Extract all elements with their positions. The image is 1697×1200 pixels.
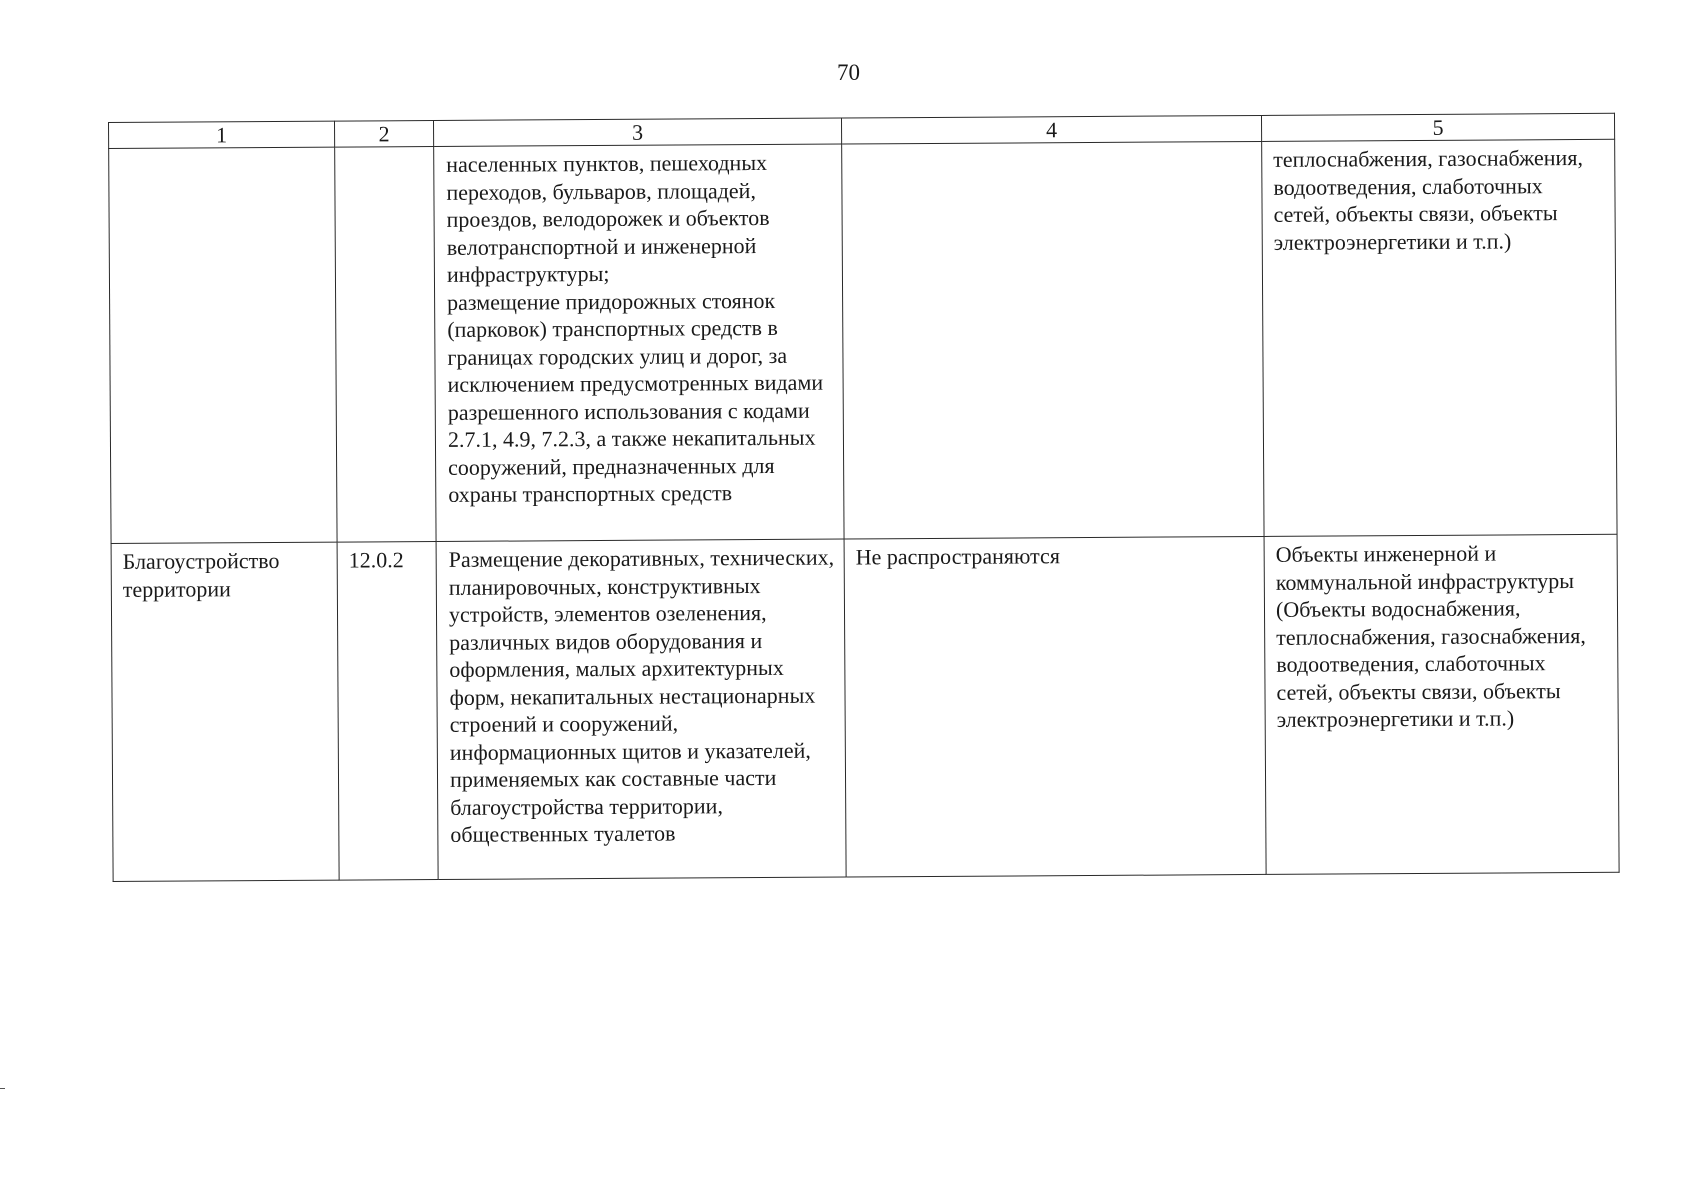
use-type-name-cell — [109, 147, 337, 543]
land-use-table — [108, 113, 1620, 882]
use-description-cell: Размещение декоративных, технических, планировочных, конструктивных устройств, элементов озеленения, различных видов оборудования и оформления, малых архитектурных форм, некапитальных нестационарных строений и сооружений, информационных щитов и указателей, применяемых как составные части благоустройства территории, общественных туалетов — [436, 539, 846, 879]
use-code-cell — [335, 147, 436, 543]
column-header-4: 4 — [841, 115, 1261, 144]
column-header-5: 5 — [1261, 113, 1614, 141]
column-header-3: 3 — [433, 118, 841, 146]
description-part-1: населенных пунктов, пешеходных переходов, бульваров, площадей, проездов, велодорожек и объектов велотранспортной и инженерной инфраструктуры; — [446, 149, 770, 287]
use-description-cell — [434, 144, 844, 541]
column-header-2: 2 — [334, 121, 433, 148]
description-part-2: размещение придорожных стоянок (парковок) транспортных средств в границах городских улиц и дорог, за исключением предусмотренных видами разрешенного использования с кодами 2.7.1, 4.9, 7.2.3, а также некапитальных сооружений, предназначенных для охраны транспортных средств — [447, 287, 824, 507]
column-4-cell: Не распространяются — [844, 536, 1266, 877]
page-number: 70 — [837, 60, 860, 85]
column-4-cell — [842, 141, 1264, 539]
use-code-cell: 12.0.2 — [337, 542, 438, 881]
column-header-1: 1 — [109, 121, 335, 148]
column-5-cell: теплоснабжения, газоснабжения, водоотведения, слаботочных сетей, объекты связи, объекты электроэнергетики и т.п.) — [1262, 139, 1617, 536]
column-5-cell: Объекты инженерной и коммунальной инфраструктуры (Объекты водоснабжения, теплоснабжения, газоснабжения, водоотведения, слаботочных сетей, объекты связи, объекты электроэнергетики и т.п.) — [1264, 534, 1619, 874]
table-row — [109, 139, 1617, 543]
use-type-name-cell: Благоустройство территории — [111, 542, 339, 881]
table-row — [111, 534, 1619, 881]
scan-edge-mark — [0, 1088, 5, 1089]
